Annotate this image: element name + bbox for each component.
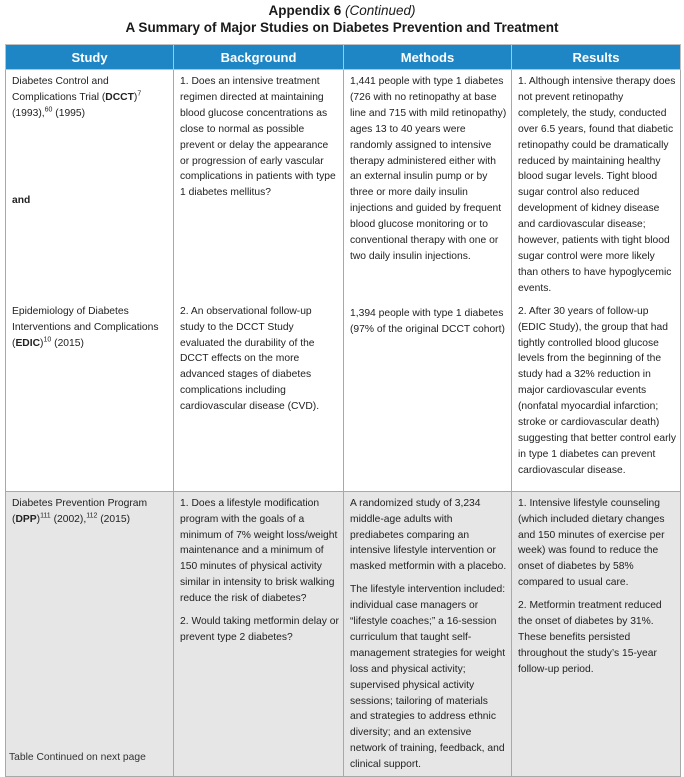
study-abbreviation: DPP xyxy=(15,513,37,525)
table-header-row xyxy=(6,45,681,70)
background-cell: 1. Does an intensive treatment regimen directed at maintaining blood glucose concentrations as close to normal as possible prevent or delay the appearance or progression of early vascular complications in patients with type 1 diabetes mellitus? xyxy=(174,70,344,297)
table-row xyxy=(6,491,681,776)
study-abbreviation: EDIC xyxy=(15,337,41,349)
background-paragraph: 2. Would taking metformin delay or prevent type 2 diabetes? xyxy=(180,616,339,643)
title-suffix: (Continued) xyxy=(344,3,416,18)
reference-number: 10 xyxy=(43,336,52,344)
background-cell xyxy=(174,491,344,776)
table-continued-note: Table Continued on next page xyxy=(9,752,146,763)
results-cell: 1. Although intensive therapy does not prevent retinopathy completely, the study, conducted over 6.5 years, found that diabetic retinopathy could be dramatically reduced by maintaining healthy blood sugar levels. Tight blood sugar control also reduced development of kidney disease and cardiovascular disease; however, patients with tight blood sugar control were more likely than others to have hypoglycemic events. xyxy=(512,70,681,297)
results-paragraph: 2. Metformin treatment reduced the onset of diabetes by 31%. These benefits persisted throughout the study’s 15-year follow-up period. xyxy=(518,600,662,675)
methods-paragraph: A randomized study of 3,234 middle-age adults with prediabetes comparing an intensive lifestyle intervention or masked metformin with a placebo. xyxy=(350,497,507,573)
results-cell xyxy=(512,491,681,776)
methods-paragraph: The lifestyle intervention included: individual case managers or “lifestyle coaches;” a 16-session curriculum that taught self-management strategies for weight loss and physical activity; supervised physical activity sessions; tailoring of materials and strategies to address ethnic diversity; and an extensive network of training, feedback, and clinical support. xyxy=(350,584,506,771)
page-header xyxy=(0,0,684,36)
page-title xyxy=(0,3,684,19)
reference-number: 7 xyxy=(137,90,142,98)
table-row xyxy=(6,70,681,297)
study-cell: Diabetes Prevention Program (DPP)$^{111}$ (2002),$^{112}$ (2015) xyxy=(6,491,174,776)
study-connector: and xyxy=(12,194,31,206)
column-header-study: Study xyxy=(6,45,174,70)
studies-table xyxy=(5,44,681,777)
results-cell: 2. After 30 years of follow-up (EDIC Study), the group that had tightly controlled blood glucose levels from the beginning of the study had a 32% reduction in major cardiovascular events (nonfatal myocardial infarction; stroke or cardiovascular death) suggesting that better control early in type 1 diabetes can prevent cardiovascular disease. xyxy=(512,297,681,492)
column-header-results: Results xyxy=(512,45,681,70)
background-paragraph: 1. Does a lifestyle modification program with the goals of a minimum of 7% weight loss/weight maintenance and a minimum of 150 minutes of physical activity similar in intensity to brisk walking reduce the risk of diabetes? xyxy=(180,497,338,605)
results-paragraph: 1. Intensive lifestyle counseling (which included dietary changes and 150 minutes of exercise per week) was found to reduce the onset of diabetes by 58% compared to usual care. xyxy=(518,497,665,589)
reference-number: 112 xyxy=(86,512,98,520)
methods-cell: 1,394 people with type 1 diabetes (97% of the original DCCT cohort) xyxy=(344,297,512,492)
reference-number: 111 xyxy=(40,512,51,520)
methods-cell xyxy=(344,491,512,776)
column-header-methods: Methods xyxy=(344,45,512,70)
page-subtitle: A Summary of Major Studies on Diabetes Prevention and Treatment xyxy=(125,20,559,35)
study-abbreviation: DCCT xyxy=(105,91,134,103)
study-cell: Diabetes Control and Complications Trial (DCCT)$^7$ (1993),$^{60}$ (1995) and xyxy=(6,70,174,297)
table-row xyxy=(6,297,681,492)
title-text: Appendix 6 xyxy=(268,3,342,18)
column-header-background: Background xyxy=(174,45,344,70)
study-cell: Epidemiology of Diabetes Interventions and Complications (EDIC)$^{10}$ (2015) xyxy=(6,297,174,492)
background-cell: 2. An observational follow-up study to the DCCT Study evaluated the durability of the DCCT effects on the more advanced stages of diabetes complications including cardiovascular disease (CVD). xyxy=(174,297,344,492)
reference-number: 60 xyxy=(44,106,53,114)
methods-cell: 1,441 people with type 1 diabetes (726 with no retinopathy at base line and 715 with mild retinopathy) ages 13 to 40 years were randomly assigned to intensive therapy administered either with an external insulin pump or by three or more daily insulin injections and guided by frequent blood glucose monitoring or to conventional therapy with one or two daily insulin injections. xyxy=(344,70,512,297)
